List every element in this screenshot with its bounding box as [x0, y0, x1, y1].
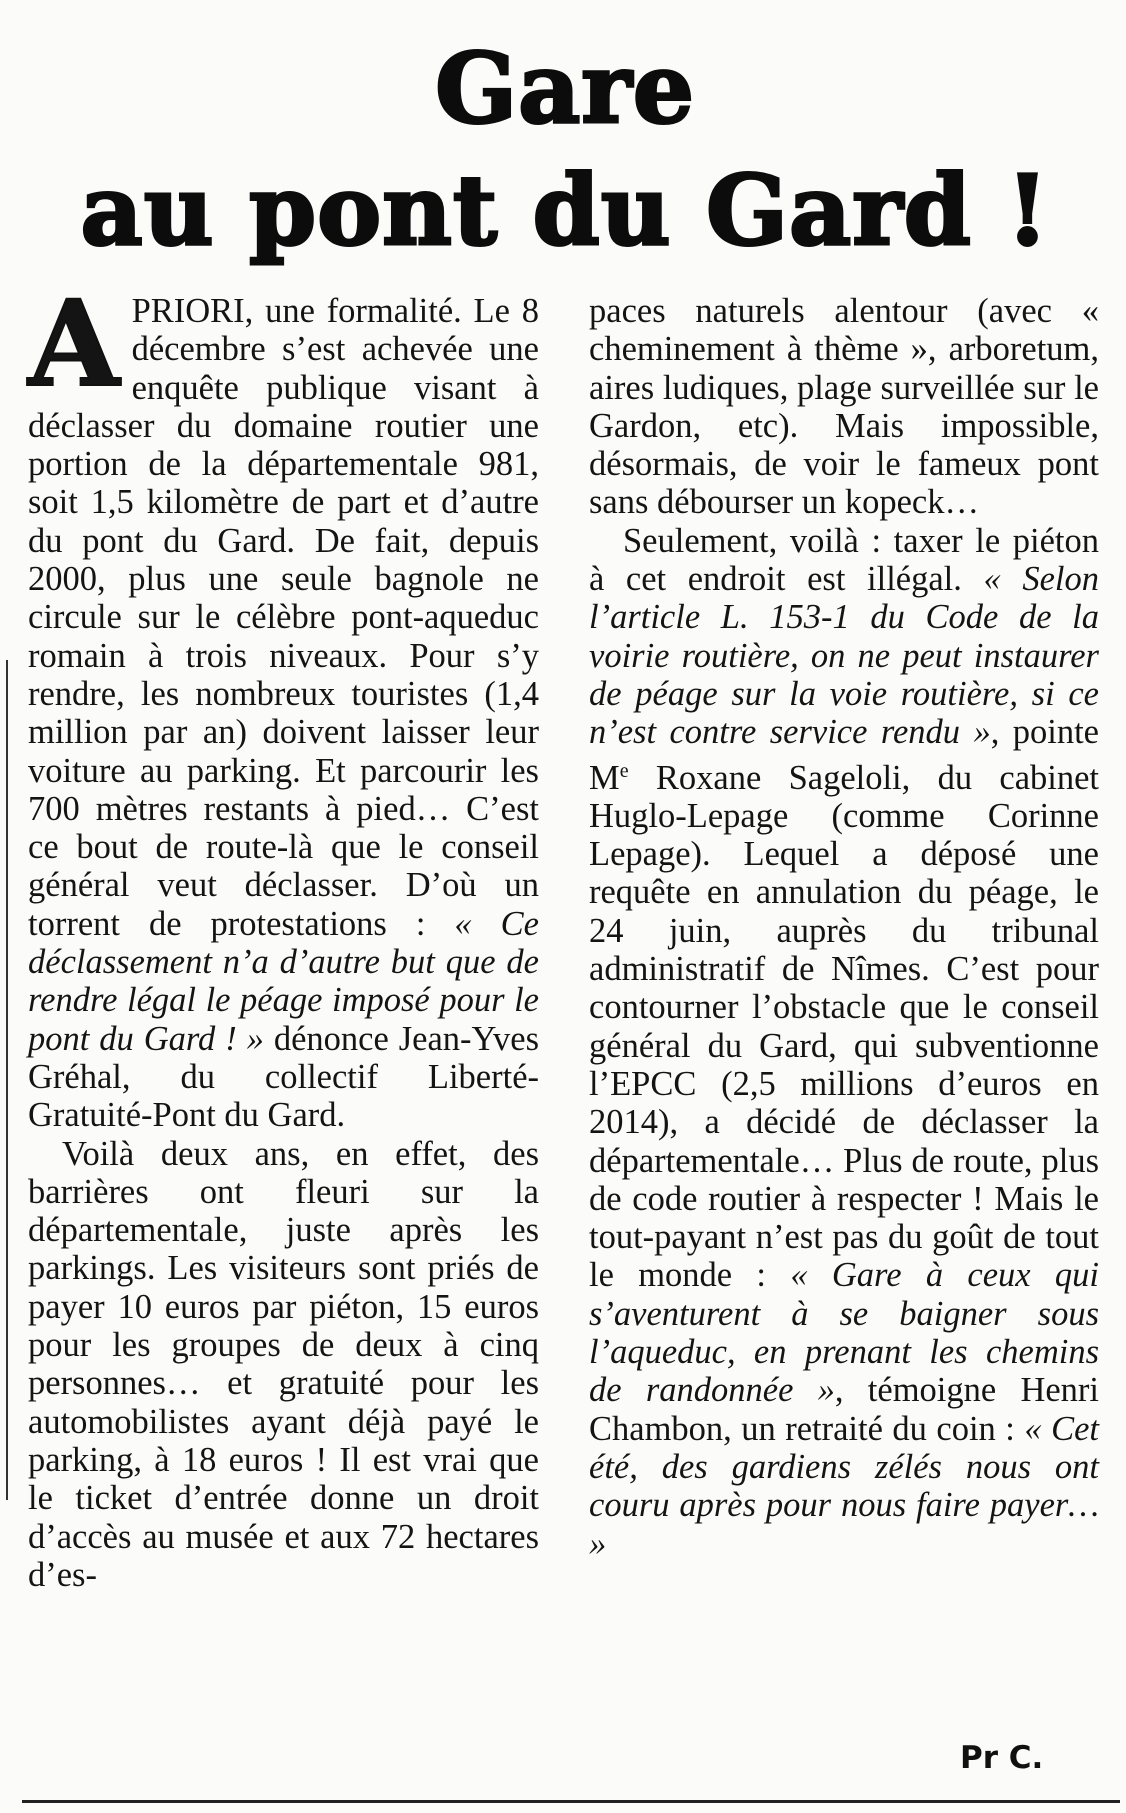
article-quote: « Gare à ceux qui s’aventurent à se baigner sous l’aqueduc, en prenant les chemins de randonnée »	[589, 1256, 1099, 1410]
article-text: , témoigne Henri Chambon, un retraité du coin :	[589, 1371, 1099, 1448]
article-text: Seulement, voilà : taxer le piéton à cet endroit est illégal.	[589, 521, 1099, 599]
author-signature: Pr C.	[960, 1740, 1044, 1776]
article-paragraph	[28, 274, 539, 1135]
article-paragraph: Voilà deux ans, en effet, des barrières ont fleuri sur la départementale, juste après les parkings. Les visiteurs sont priés de payer 10 euros par piéton, 15 euros pour les groupes de deux à cinq personnes… et gratuité pour les automobilistes ayant déjà payé le parking, à 18 euros ! Il est vrai que le ticket d’entrée donne un droit d’accès au musée et aux 72 hectares d’es-	[28, 1134, 539, 1594]
headline-line-1: Gare	[435, 32, 695, 145]
article-column-left	[28, 274, 539, 1594]
article-quote: « Cet été, des gardiens zélés nous ont couru après pour nous faire payer… »	[589, 1409, 1099, 1563]
article-text: PRIORI, une formalité. Le 8 décembre s’est achevée une enquête publique visant à déclasser du domaine routier une portion de la départementale 981, soit 1,5 kilomètre de part et d’autre du pont du Gard. De fait, depuis 2000, plus une seule bagnole ne circule sur le célèbre pont-aqueduc romain à trois niveaux. Pour s’y rendre, les nombreux touristes (1,4 million par an) doivent laisser leur voiture au parking. Et parcourir les 700 mètres restants à pied… C’est ce bout de route-là que le conseil général veut déclasser. D’où un torrent de protestations :	[28, 292, 539, 943]
headline-line-2: au pont du Gard !	[80, 154, 1050, 267]
superscript: e	[619, 759, 629, 782]
article-quote: « Ce déclassement n’a d’autre but que de rendre légal le péage imposé pour le pont du Gard ! »	[28, 904, 539, 1058]
article-paragraph	[589, 522, 1099, 1563]
article-text: Roxane Sageloli, du cabinet Huglo-Lepage (comme Corinne Lepage). Lequel a déposé une requête en annulation du péage, le 24 juin, auprès du tribunal administratif de Nîmes. C’est pour contourner l’obstacle que le conseil général du Gard, qui subventionne l’EPCC (2,5 millions d’euros en 2014), a décidé de déclasser la départementale… Plus de route, plus de code routier à respecter ! Mais le tout-payant n’est pas du goût de tout le monde :	[589, 758, 1099, 1295]
column-rule	[6, 660, 8, 1500]
drop-cap: A	[28, 274, 120, 413]
article-text: dénonce Jean-Yves Gréhal, du collectif Liberté-Gratuité-Pont du Gard.	[28, 1019, 539, 1135]
article-text: , pointe M	[589, 713, 1099, 797]
headline	[20, 28, 1110, 272]
article-column-right	[589, 292, 1099, 1563]
article-quote: « Selon l’article L. 153-1 du Code de la voirie routière, on ne peut instaurer de péage sur la voie routière, si ce n’est contre service rendu »	[589, 560, 1099, 752]
bottom-rule	[22, 1800, 1120, 1803]
article-paragraph: paces naturels alentour (avec « cheminement à thème », arboretum, aires ludiques, plage surveillée sur le Gardon, etc). Mais impossible, désormais, de voir le fameux pont sans débourser un kopeck…	[589, 292, 1099, 522]
